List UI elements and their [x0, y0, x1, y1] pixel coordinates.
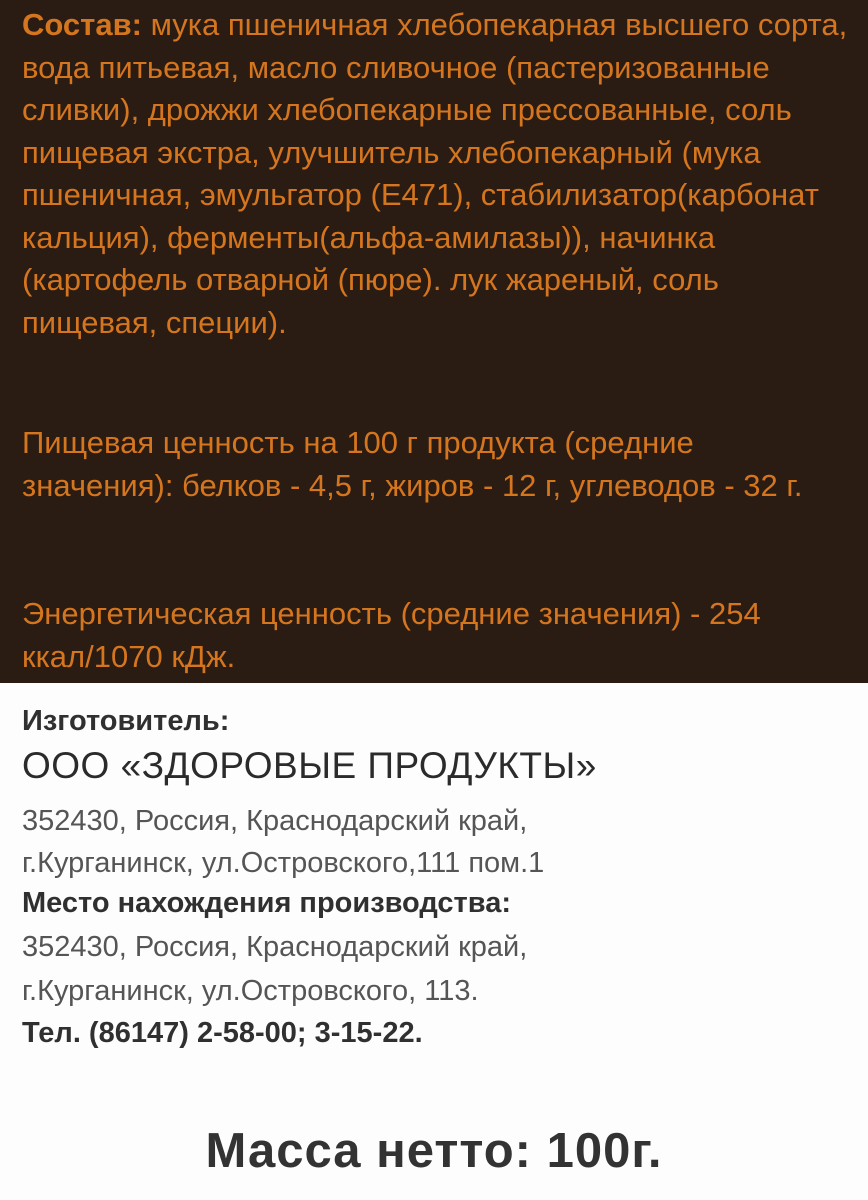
composition-paragraph	[22, 4, 852, 344]
phone-number: Тел. (86147) 2-58-00; 3-15-22.	[22, 1017, 423, 1049]
energy-paragraph: Энергетическая ценность (средние значения) - 254 ккал/1070 кДж.	[22, 596, 761, 674]
production-label: Место нахождения производства:	[22, 887, 511, 919]
composition-label: Состав:	[22, 7, 142, 42]
manufacturer-company: ООО «ЗДОРОВЫЕ ПРОДУКТЫ»	[22, 745, 597, 786]
manufacturer-address-line2: г.Курганинск, ул.Островского,111 пом.1	[22, 847, 545, 879]
nutrition-paragraph: Пищевая ценность на 100 г продукта (средние значения): белков - 4,5 г, жиров - 12 г, углеводов - 32 г.	[22, 425, 803, 503]
composition-text: мука пшеничная хлебопекарная высшего сорта, вода питьевая, масло сливочное (пастеризованные сливки), дрожжи хлебопекарные прессованные, соль пищевая экстра, улучшитель хлебопекарный (мука пшеничная, эмульгатор (E471), стабилизатор(карбонат кальция), ферменты(альфа-амилазы)), начинка (картофель отварной (пюре). лук жареный, соль пищевая, специи).	[22, 7, 848, 340]
net-mass: Масса нетто: 100г.	[205, 1124, 663, 1178]
manufacturer-label: Изготовитель:	[22, 705, 230, 737]
production-address-line2: г.Курганинск, ул.Островского, 113.	[22, 975, 479, 1007]
production-address-line1: 352430, Россия, Краснодарский край,	[22, 931, 528, 963]
manufacturer-panel	[0, 683, 868, 1200]
manufacturer-address-line1: 352430, Россия, Краснодарский край,	[22, 805, 528, 837]
